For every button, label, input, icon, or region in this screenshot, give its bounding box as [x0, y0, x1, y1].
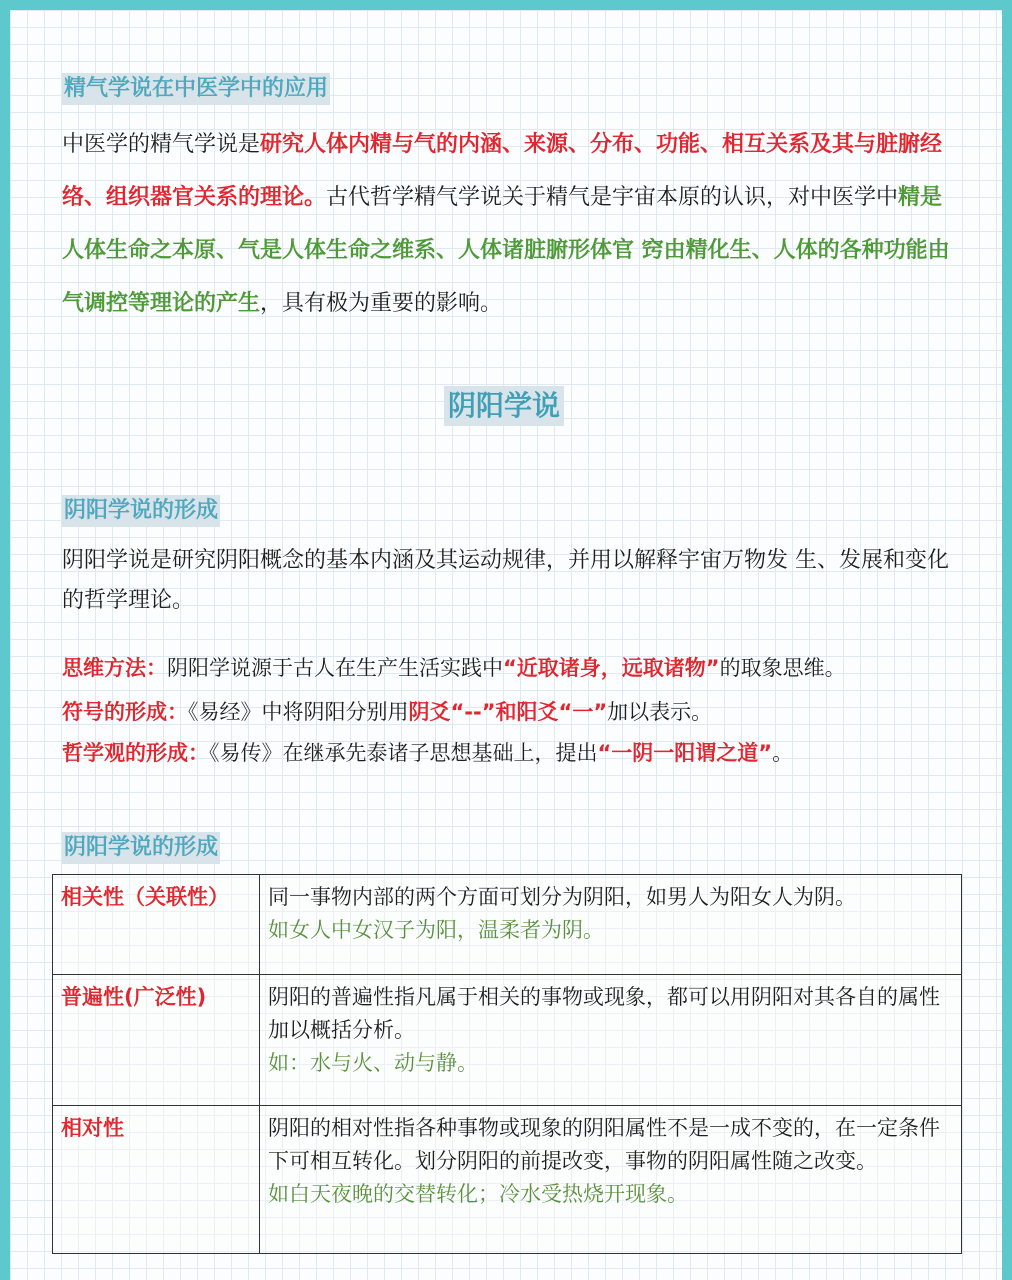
table-row [53, 975, 962, 1106]
item-tail: 的取象思维。 [719, 656, 846, 680]
paragraph-formation: 阴阳学说是研究阴阳概念的基本内涵及其运动规律，并用以解释宇宙万物发 生、发展和变化的哲学理论。 [62, 548, 949, 613]
paragraph-jingqi-intro: 中医学的精气学说是 [62, 132, 261, 157]
item-quote: “一阴一阳谓之道” [597, 741, 773, 765]
property-key: 相关性（关联性） [53, 875, 260, 975]
section-heading-properties: 阴阳学说的形成 [62, 832, 220, 864]
paragraph-jingqi-end: ，具有极为重要的影响。 [260, 291, 503, 316]
main-title: 阴阳学说 [444, 386, 564, 426]
property-example: 如女人中女汉子为阳，温柔者为阴。 [268, 918, 604, 942]
item-label: 哲学观的形成： [62, 741, 209, 765]
item-label: 思维方法： [62, 656, 167, 680]
property-description: 同一事物内部的两个方面可划分为阴阳，如男人为阳女人为阴。 [268, 885, 856, 909]
item-text: 《易经》中将阴阳分别用 [188, 700, 409, 724]
item-label: 符号的形成： [62, 700, 188, 724]
property-value [260, 975, 962, 1106]
property-value [260, 1106, 962, 1254]
paragraph-jingqi-theories: 精是人体生命之本原、气是人体生命之维系、人体诸脏腑形体官 窍由精化生、人体的各种功能由气调控等理论的产生 [62, 185, 950, 316]
item-quote: 阴爻“--”和阳爻“一” [408, 700, 608, 724]
table-row [53, 875, 962, 975]
item-text: 阴阳学说源于古人在生产生活实践中 [167, 656, 503, 680]
paragraph-jingqi-emphasis: 研究人体内精与气的内涵、来源、分布、功能、相互关系及其与脏腑经络、组织器官关系的理论。 [62, 132, 943, 210]
item-text: 《易传》在继承先泰诸子思想基础上，提出 [209, 741, 598, 765]
section-heading-jingqi: 精气学说在中医学中的应用 [62, 73, 330, 105]
item-tail: 加以表示。 [607, 700, 713, 724]
properties-table [52, 874, 962, 1254]
property-key: 普遍性(广泛性) [53, 975, 260, 1106]
item-thinking-method [62, 652, 846, 682]
paragraph-jingqi [62, 118, 962, 330]
property-value [260, 875, 962, 975]
section-heading-formation: 阴阳学说的形成 [62, 495, 220, 527]
table-row [53, 1106, 962, 1254]
property-example: 如：水与火、动与静。 [268, 1051, 478, 1075]
property-description: 阴阳的相对性指各种事物或现象的阴阳属性不是一成不变的，在一定条件下可相互转化。划分阴阳的前提改变，事物的阴阳属性随之改变。 [268, 1116, 940, 1173]
item-philosophy-formation [62, 737, 793, 767]
item-symbol-formation [62, 696, 712, 726]
property-key: 相对性 [53, 1106, 260, 1254]
paragraph-jingqi-mid: 古代哲学精气学说关于精气是宇宙本原的认识，对中医学中 [326, 185, 899, 210]
item-tail: 。 [772, 741, 794, 765]
item-quote: “近取诸身，远取诸物” [503, 656, 720, 680]
property-example: 如白天夜晚的交替转化；冷水受热烧开现象。 [268, 1182, 688, 1206]
property-description: 阴阳的普遍性指凡属于相关的事物或现象，都可以用阴阳对其各自的属性加以概括分析。 [268, 985, 940, 1042]
